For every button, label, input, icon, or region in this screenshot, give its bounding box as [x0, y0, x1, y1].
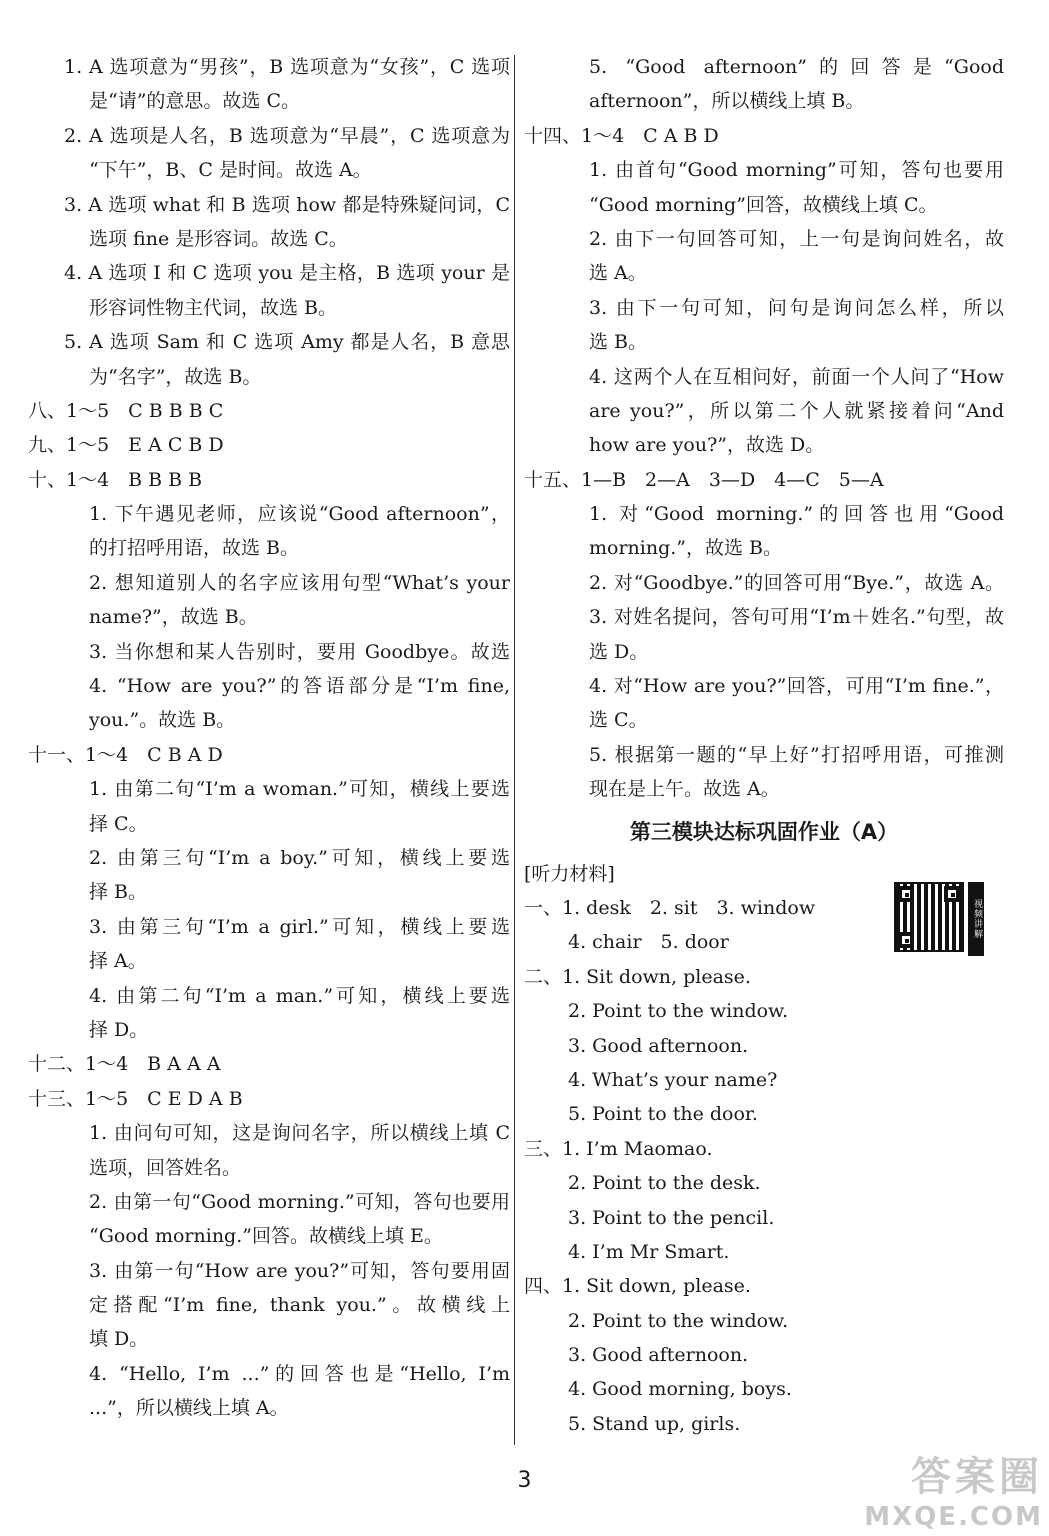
- answer-line: 3. 由第一句“How are you?”可知，答句要用固: [89, 1259, 510, 1282]
- answer-line: 的打招呼用语，故选 B。: [89, 537, 300, 560]
- answer-line: 3. 当你想和某人告别时，要用 Goodbye。故选: [89, 640, 510, 663]
- answer-line: ...”，所以横线上填 A。: [89, 1397, 289, 1420]
- answer-line: 2. 由第三句“I’m a boy.”可知，横线上要选: [89, 846, 510, 869]
- listening-line: 4. Good morning, boys.: [568, 1378, 792, 1401]
- listening-line: 3. Point to the pencil.: [568, 1206, 775, 1229]
- answer-line: 为“名字”，故选 B。: [89, 365, 262, 388]
- section-answer: 十三、1～5 C E D A B: [28, 1087, 243, 1110]
- answer-line: 择 C。: [89, 812, 148, 835]
- qr-caption: 视频讲解: [968, 882, 984, 956]
- listening-line: 四、1. Sit down, please.: [524, 1275, 751, 1298]
- column-divider: [514, 55, 515, 1445]
- section-answer: 十、1～4 B B B B: [28, 468, 203, 491]
- answer-line: “下午”，B、C 是时间。故选 A。: [89, 159, 372, 182]
- answer-line: 是“请”的意思。故选 C。: [89, 90, 301, 113]
- listening-line: 2. Point to the window.: [568, 1000, 789, 1023]
- listening-line: 三、1. I’m Maomao.: [524, 1137, 713, 1160]
- answer-line: 4. “Hello, I’m ...”的回答也是“Hello, I’m: [89, 1362, 510, 1385]
- listening-line: 2. Point to the desk.: [568, 1172, 761, 1195]
- listening-material-label: [听力材料]: [524, 862, 615, 885]
- watermark-url: MXQE.COM: [864, 1502, 1043, 1532]
- answer-line: 形容词性物主代词，故选 B。: [89, 296, 338, 319]
- section-answer: 九、1～5 E A C B D: [28, 434, 224, 457]
- section-answer: 十四、1～4 C A B D: [524, 124, 719, 147]
- listening-line: 4. What’s your name?: [568, 1068, 778, 1091]
- section-answer: 十五、1—B 2—A 3—D 4—C 5—A: [524, 468, 884, 491]
- left-column: [28, 50, 510, 1426]
- answer-line: 择 A。: [89, 950, 147, 973]
- answer-line: 2. 由第一句“Good morning.”可知，答句也要用: [89, 1190, 510, 1213]
- answer-line: name?”，故选 B。: [89, 606, 258, 629]
- answer-line: 择 D。: [89, 1018, 149, 1041]
- answer-line: 选 A。: [589, 262, 647, 285]
- qr-code-icon: [894, 882, 964, 952]
- answer-line: “Good morning.”回答。故横线上填 E。: [89, 1225, 443, 1248]
- answer-line: morning.”，故选 B。: [589, 537, 783, 560]
- page-number: 3: [517, 1468, 532, 1493]
- answer-line: 4. “How are you?”的答语部分是“I’m fine,: [89, 675, 510, 698]
- answer-line: 4. 由第二句“I’m a man.”可知，横线上要选: [89, 984, 510, 1007]
- answer-line: 5. “Good afternoon”的回答是“Good: [589, 56, 1004, 78]
- answer-line: 2. 由下一句回答可知，上一句是询问姓名，故: [589, 227, 1004, 250]
- answer-line: 选 B。: [589, 331, 648, 354]
- answer-line: how are you?”，故选 D。: [589, 434, 825, 457]
- listening-line: 5. Point to the door.: [568, 1103, 758, 1126]
- answer-line: 择 B。: [89, 881, 148, 904]
- answer-line: 选项 fine 是形容词。故选 C。: [89, 227, 348, 250]
- answer-line: 填 D。: [89, 1328, 149, 1351]
- listening-line: 3. Good afternoon.: [568, 1344, 749, 1367]
- answer-line: 5. 根据第一题的“早上好”打招呼用语，可推测: [589, 743, 1004, 766]
- answer-line: 定搭配“I’m fine, thank you.”。故横线上: [89, 1294, 510, 1317]
- answer-line: “Good morning”回答，故横线上填 C。: [589, 193, 938, 216]
- answer-line: 5. A 选项 Sam 和 C 选项 Amy 都是人名，B 意思: [64, 331, 510, 354]
- answer-line: afternoon”，所以横线上填 B。: [589, 90, 865, 113]
- answer-line: 1. 由首句“Good morning”可知，答句也要用: [589, 159, 1004, 182]
- section-answer: 十一、1～4 C B A D: [28, 743, 223, 766]
- listening-line: 5. Stand up, girls.: [568, 1412, 741, 1435]
- answer-line: 1. 下午遇见老师，应该说“Good afternoon”，: [89, 503, 510, 526]
- answer-line: 4. 对“How are you?”回答，可用“I’m fine.”，: [589, 675, 1004, 698]
- answer-line: 3. 由第三句“I’m a girl.”可知，横线上要选: [89, 915, 510, 938]
- watermark-logo: [864, 1445, 1043, 1532]
- answer-line: 选项，回答姓名。: [89, 1156, 242, 1179]
- answer-line: 现在是上午。故选 A。: [589, 778, 780, 801]
- answer-line: 2. A 选项是人名，B 选项意为“早晨”，C 选项意为: [64, 124, 510, 147]
- answer-line: 4. A 选项 I 和 C 选项 you 是主格，B 选项 your 是: [64, 262, 510, 285]
- listening-line: 3. Good afternoon.: [568, 1034, 749, 1057]
- answer-line: are you?”，所以第二个人就紧接着问“And: [589, 399, 1004, 422]
- qr-code[interactable]: [894, 882, 998, 956]
- answer-line: you.”。故选 B。: [89, 709, 236, 732]
- answer-line: 1. A 选项意为“男孩”，B 选项意为“女孩”，C 选项: [64, 56, 510, 78]
- answer-line: 选 C。: [589, 709, 648, 732]
- answer-line: 1. 由问句可知，这是询问名字，所以横线上填 C: [89, 1122, 510, 1145]
- listening-line: 4. chair 5. door: [568, 931, 729, 954]
- answer-line: 4. 这两个人在互相问好，前面一个人问了“How: [589, 365, 1004, 388]
- answer-line: 1. 由第二句“I’m a woman.”可知，横线上要选: [89, 778, 510, 801]
- answer-line: 选 D。: [589, 640, 649, 663]
- answer-line: 2. 想知道别人的名字应该用句型“What’s your: [89, 571, 510, 594]
- section-answer: 八、1～5 C B B B C: [28, 399, 224, 422]
- right-column: [524, 50, 1004, 1441]
- listening-line: 二、1. Sit down, please.: [524, 965, 751, 988]
- watermark-text: 答案圈: [911, 1454, 1043, 1500]
- section-answer: 十二、1～4 B A A A: [28, 1053, 221, 1076]
- section-heading: 第三模块达标巩固作业（A）: [629, 819, 899, 844]
- answer-line: 3. A 选项 what 和 B 选项 how 都是特殊疑问词，C: [64, 193, 510, 216]
- answer-line: 1. 对“Good morning.”的回答也用“Good: [589, 503, 1004, 526]
- answer-line: 3. 由下一句可知，问句是询问怎么样，所以: [589, 296, 1004, 319]
- listening-line: 2. Point to the window.: [568, 1309, 789, 1332]
- answer-line: 2. 对“Goodbye.”的回答可用“Bye.”，故选 A。: [589, 571, 1004, 594]
- listening-line: 4. I’m Mr Smart.: [568, 1240, 730, 1263]
- listening-line: 一、1. desk 2. sit 3. window: [524, 896, 816, 919]
- answer-line: 3. 对姓名提问，答句可用“I’m＋姓名.”句型，故: [589, 606, 1004, 629]
